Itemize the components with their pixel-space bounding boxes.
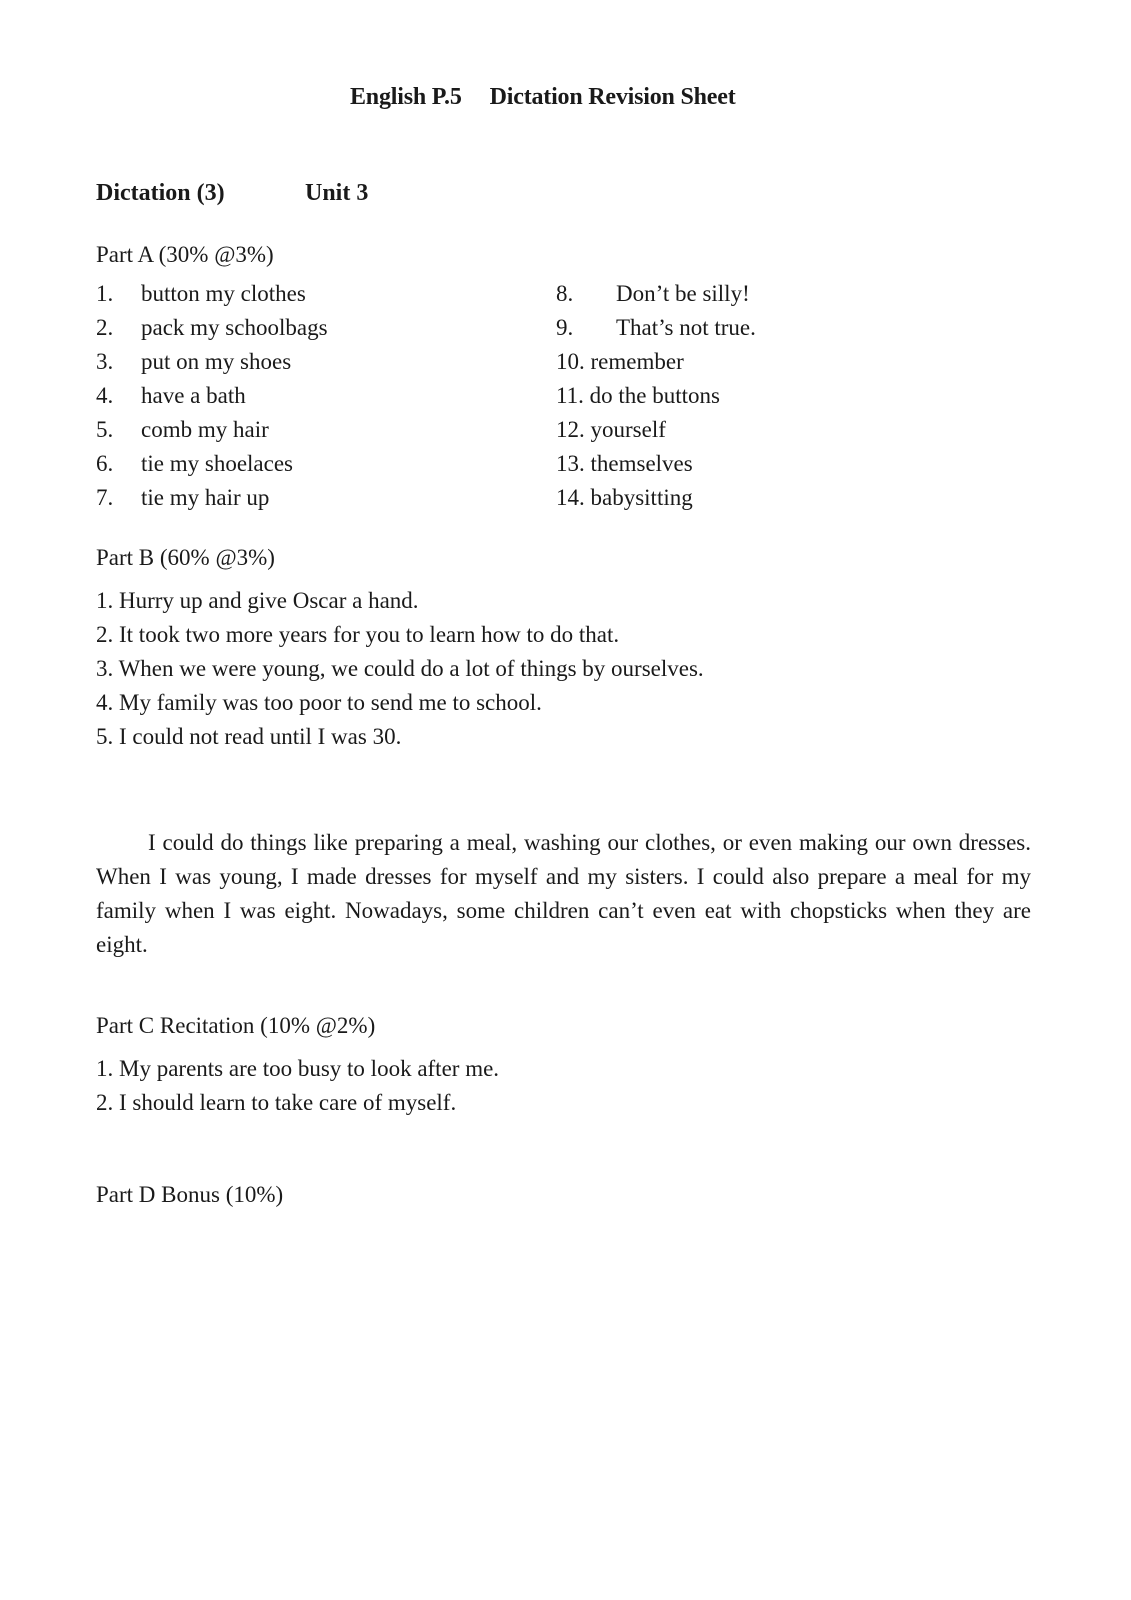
item-number: 12.	[556, 417, 585, 442]
item-number: 9.	[556, 315, 574, 340]
list-item	[556, 447, 756, 481]
list-item	[556, 379, 756, 413]
item-number: 13.	[556, 451, 585, 476]
list-item	[556, 481, 756, 515]
item-number: 7.	[96, 485, 114, 510]
dictation-paragraph: I could do things like preparing a meal, washing our clothes, or even making our own dresses. When I was young, I made dresses for myself and my sisters. I could also prepare a meal for my family when I was eight. Nowadays, some children can’t even eat with chopsticks when they are eight.	[96, 830, 1031, 957]
item-text: button my clothes	[141, 281, 306, 306]
part-c-list	[96, 1052, 499, 1120]
item-text: themselves	[590, 451, 693, 476]
subheading	[96, 180, 369, 207]
dictation-number: Dictation (3)	[96, 180, 225, 206]
list-item	[556, 311, 756, 345]
item-number: 3.	[96, 349, 114, 374]
item-number: 14.	[556, 485, 585, 510]
item-number: 5.	[96, 417, 114, 442]
part-d-label: Part D Bonus (10%)	[96, 1182, 284, 1207]
item-text: comb my hair	[141, 417, 269, 442]
item-text: That’s not true.	[616, 315, 756, 340]
item-number: 2.	[96, 315, 114, 340]
title-course: English P.5	[350, 84, 462, 110]
item-number: 4.	[96, 383, 114, 408]
list-item: 3. When we were young, we could do a lot of things by ourselves.	[96, 656, 704, 681]
item-text: remember	[590, 349, 684, 374]
item-text: tie my shoelaces	[141, 451, 294, 476]
item-text: Don’t be silly!	[616, 281, 750, 306]
list-item	[556, 277, 756, 311]
part-a-right-list	[556, 277, 756, 515]
item-text: yourself	[590, 417, 666, 442]
item-text: put on my shoes	[141, 349, 292, 374]
list-item	[96, 379, 328, 413]
item-text: tie my hair up	[141, 485, 270, 510]
list-item	[96, 447, 328, 481]
list-item: 5. I could not read until I was 30.	[96, 724, 402, 749]
item-number: 1.	[96, 281, 114, 306]
item-text: have a bath	[141, 383, 246, 408]
item-number: 6.	[96, 451, 114, 476]
list-item	[96, 481, 328, 515]
item-number: 10.	[556, 349, 585, 374]
unit-label: Unit 3	[305, 180, 369, 206]
list-item	[96, 413, 328, 447]
part-c-label: Part C Recitation (10% @2%)	[96, 1013, 376, 1038]
part-b-list	[96, 584, 704, 754]
item-number: 11.	[556, 383, 584, 408]
list-item	[556, 345, 756, 379]
part-b-label: Part B (60% @3%)	[96, 545, 275, 570]
list-item	[96, 277, 328, 311]
item-text: do the buttons	[589, 383, 720, 408]
item-text: babysitting	[590, 485, 693, 510]
list-item: 4. My family was too poor to send me to school.	[96, 690, 542, 715]
list-item: 1. My parents are too busy to look after me.	[96, 1056, 500, 1081]
list-item	[556, 413, 756, 447]
list-item: 2. I should learn to take care of myself.	[96, 1090, 457, 1115]
item-number: 8.	[556, 281, 574, 306]
part-a-left-list	[96, 277, 328, 515]
item-text: pack my schoolbags	[141, 315, 328, 340]
title-sheet: Dictation Revision Sheet	[489, 84, 736, 110]
list-item	[96, 345, 328, 379]
list-item: 2. It took two more years for you to learn how to do that.	[96, 622, 620, 647]
list-item	[96, 311, 328, 345]
list-item: 1. Hurry up and give Oscar a hand.	[96, 588, 419, 613]
part-a-label: Part A (30% @3%)	[96, 242, 274, 267]
